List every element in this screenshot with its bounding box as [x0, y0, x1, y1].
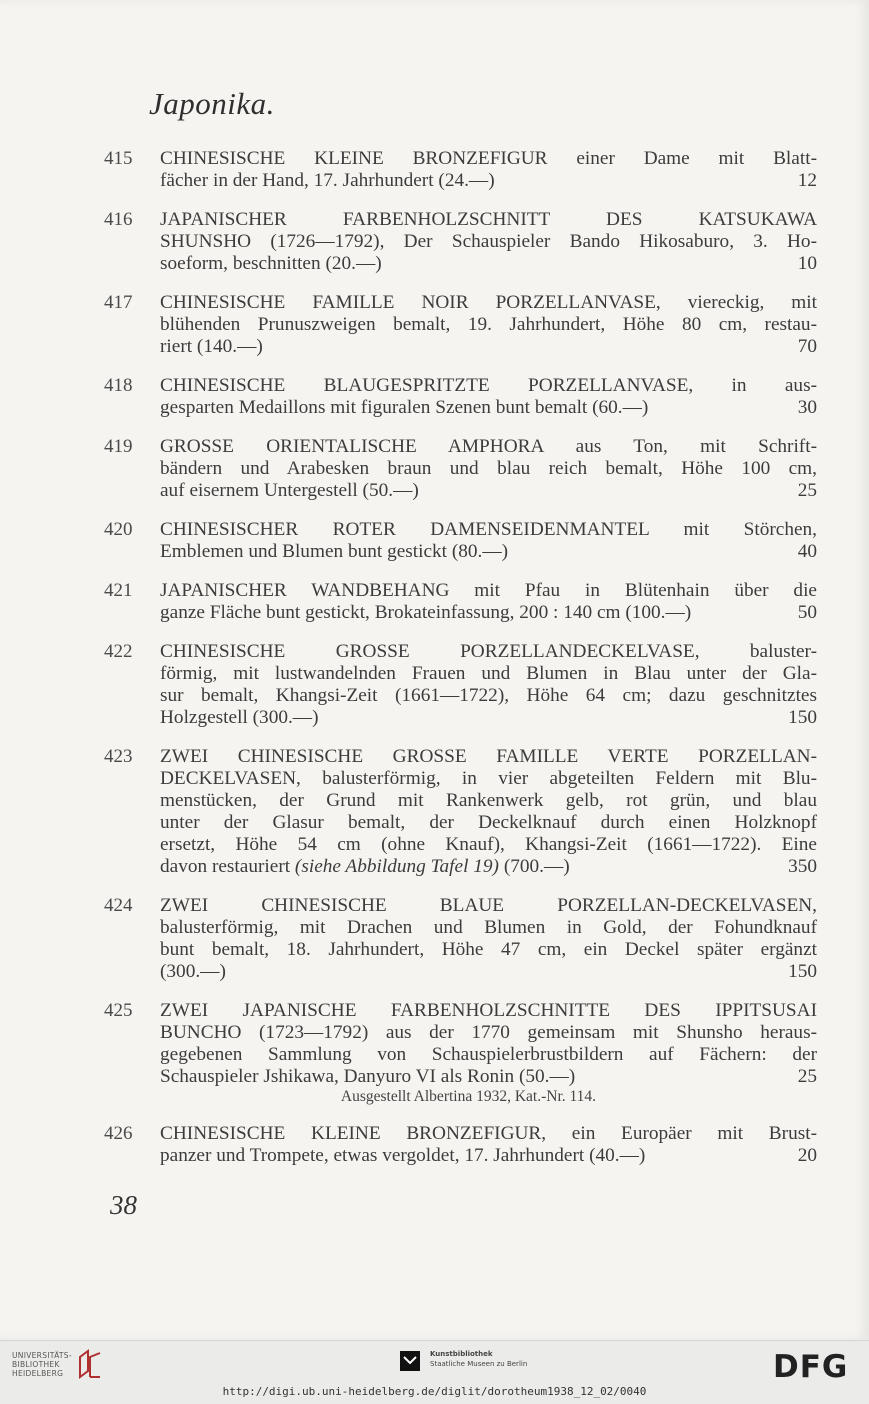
catalogue-entry — [104, 436, 817, 502]
heidelberg-library-logo[interactable] — [12, 1349, 104, 1379]
lot-number: 419 — [104, 436, 133, 457]
starting-price: 12 — [797, 170, 817, 191]
catalogue-entry — [104, 895, 817, 983]
dfg-logo-icon — [771, 1349, 857, 1381]
running-head: Japonika. — [149, 86, 275, 121]
catalogue-entry — [104, 519, 817, 563]
lot-number: 416 — [104, 209, 133, 230]
catalogue-entry — [104, 292, 817, 358]
illustration-reference: (siehe Abbildung Tafel 19) — [294, 856, 499, 877]
description-text: davon restauriert (siehe Abbildung Tafel 19) (700.—) — [160, 856, 570, 877]
catalogue-entry — [104, 209, 817, 275]
description-line: JAPANISCHER WANDBEHANG mit Pfau in Blütenhain über die — [160, 580, 817, 601]
lot-number: 417 — [104, 292, 133, 313]
description-text: gesparten Medaillons mit figuralen Szenen bunt bemalt (60.—) — [160, 397, 649, 418]
catalogue-entry — [104, 148, 817, 192]
description-line: SHUNSHO (1726—1792), Der Schauspieler Bando Hikosaburo, 3. Ho- — [160, 231, 817, 252]
description-line: DECKELVASEN, balusterförmig, in vier abgeteilten Feldern mit Blu- — [160, 768, 817, 789]
catalogue-entry — [104, 641, 817, 729]
starting-price: 20 — [797, 1145, 817, 1166]
heidelberg-logo-icon — [76, 1349, 104, 1379]
catalogue-entry — [104, 746, 817, 878]
lot-number: 420 — [104, 519, 133, 540]
starting-price: 40 — [797, 541, 817, 562]
description-line: CHINESISCHE GROSSE PORZELLANDECKELVASE, baluster- — [160, 641, 817, 662]
description-line: ZWEI CHINESISCHE BLAUE PORZELLAN-DECKELVASEN, — [160, 895, 817, 916]
description-line: CHINESISCHE KLEINE BRONZEFIGUR, ein Europäer mit Brust- — [160, 1123, 817, 1144]
description-line — [160, 336, 817, 358]
description-line — [160, 170, 817, 192]
description-line: CHINESISCHER ROTER DAMENSEIDENMANTEL mit Störchen, — [160, 519, 817, 540]
lot-number: 418 — [104, 375, 133, 396]
description-line — [160, 480, 817, 502]
permalink-url[interactable]: http://digi.ub.uni-heidelberg.de/diglit/dorotheum1938_12_02/0040 — [222, 1385, 647, 1398]
description-text: panzer und Trompete, etwas vergoldet, 17. Jahrhundert (40.—) — [160, 1145, 646, 1166]
description-line — [160, 1145, 817, 1167]
lot-number: 424 — [104, 895, 133, 916]
description-text: Holzgestell (300.—) — [160, 707, 319, 728]
description-line: menstücken, der Grund mit Rankenwerk gelb, rot grün, und blau — [160, 790, 817, 811]
description-line — [160, 856, 817, 878]
description-line: BUNCHO (1723—1792) aus der 1770 gemeinsam mit Shunsho heraus- — [160, 1022, 817, 1043]
description-line — [160, 1066, 817, 1088]
kb-title: Kunstbibliothek — [430, 1350, 493, 1358]
description-line: gegebenen Sammlung von Schauspielerbrustbildern auf Fächern: der — [160, 1044, 817, 1065]
dfg-wordmark: DFG — [773, 1349, 849, 1381]
starting-price: 30 — [797, 397, 817, 418]
description-line — [160, 961, 817, 983]
description-line: GROSSE ORIENTALISCHE AMPHORA aus Ton, mit Schrift- — [160, 436, 817, 457]
description-line: blühenden Prunuszweigen bemalt, 19. Jahrhundert, Höhe 80 cm, restau- — [160, 314, 817, 335]
description-line: unter der Glasur bemalt, der Deckelknauf durch einen Holzknopf — [160, 812, 817, 833]
page-number: 38 — [110, 1190, 137, 1220]
kunstbibliothek-icon — [398, 1349, 422, 1373]
description-line — [160, 707, 817, 729]
description-text: (300.—) — [160, 961, 226, 982]
description-text: riert (140.—) — [160, 336, 263, 357]
starting-price: 350 — [788, 856, 817, 877]
starting-price: 25 — [797, 480, 817, 501]
description-line: ZWEI JAPANISCHE FARBENHOLZSCHNITTE DES IPPITSUSAI — [160, 1000, 817, 1021]
description-line — [160, 541, 817, 563]
university-name: UNIVERSITÄTS- BIBLIOTHEK HEIDELBERG — [12, 1350, 72, 1378]
catalogue-entry — [104, 580, 817, 624]
lot-number: 423 — [104, 746, 133, 767]
catalogue-entry — [104, 375, 817, 419]
lot-number: 421 — [104, 580, 133, 601]
lot-number: 415 — [104, 148, 133, 169]
description-line: bändern und Arabesken braun und blau reich bemalt, Höhe 100 cm, — [160, 458, 817, 479]
lot-number: 422 — [104, 641, 133, 662]
starting-price: 70 — [797, 336, 817, 357]
kunstbibliothek-logo[interactable] — [398, 1349, 527, 1373]
description-line — [160, 253, 817, 275]
catalogue-entry — [104, 1123, 817, 1167]
description-text: fächer in der Hand, 17. Jahrhundert (24.—) — [160, 170, 495, 191]
description-text: auf eisernem Untergestell (50.—) — [160, 480, 419, 501]
starting-price: 50 — [797, 602, 817, 623]
catalogue-entries — [104, 148, 817, 1184]
lot-number: 425 — [104, 1000, 133, 1021]
exhibition-note: Ausgestellt Albertina 1932, Kat.-Nr. 114. — [340, 1088, 597, 1105]
starting-price: 25 — [797, 1066, 817, 1087]
description-line: sur bemalt, Khangsi-Zeit (1661—1722), Höhe 64 cm; dazu geschnitztes — [160, 685, 817, 706]
catalogue-entry — [104, 1000, 817, 1106]
description-line — [160, 602, 817, 624]
description-text: Emblemen und Blumen bunt gestickt (80.—) — [160, 541, 509, 562]
kb-subtitle: Staatliche Museen zu Berlin — [430, 1360, 528, 1368]
description-text: ganze Fläche bunt gestickt, Brokateinfassung, 200 : 140 cm (100.—) — [160, 602, 692, 623]
starting-price: 150 — [788, 707, 817, 728]
estimate-value: (700.—) — [503, 856, 570, 877]
description-line: JAPANISCHER FARBENHOLZSCHNITT DES KATSUKAWA — [160, 209, 817, 230]
description-line: bunt bemalt, 18. Jahrhundert, Höhe 47 cm, ein Deckel später ergänzt — [160, 939, 817, 960]
dfg-logo[interactable] — [771, 1349, 857, 1386]
description-line: CHINESISCHE FAMILLE NOIR PORZELLANVASE, viereckig, mit — [160, 292, 817, 313]
description-text: Schauspieler Jshikawa, Danyuro VI als Ronin (50.—) — [160, 1066, 576, 1087]
description-line: ZWEI CHINESISCHE GROSSE FAMILLE VERTE PORZELLAN- — [160, 746, 817, 767]
description-line — [160, 397, 817, 419]
description-line: balusterförmig, mit Drachen und Blumen in Gold, der Fohundknauf — [160, 917, 817, 938]
starting-price: 150 — [788, 961, 817, 982]
starting-price: 10 — [797, 253, 817, 274]
lot-number: 426 — [104, 1123, 133, 1144]
description-line: ersetzt, Höhe 54 cm (ohne Knauf), Khangsi-Zeit (1661—1722). Eine — [160, 834, 817, 855]
description-line: CHINESISCHE BLAUGESPRITZTE PORZELLANVASE, in aus- — [160, 375, 817, 396]
description-text: soeform, beschnitten (20.—) — [160, 253, 382, 274]
digitization-footer — [0, 1340, 869, 1404]
description-line: CHINESISCHE KLEINE BRONZEFIGUR einer Dame mit Blatt- — [160, 148, 817, 169]
description-line: förmig, mit lustwandelnden Frauen und Blumen in Blau unter der Gla- — [160, 663, 817, 684]
